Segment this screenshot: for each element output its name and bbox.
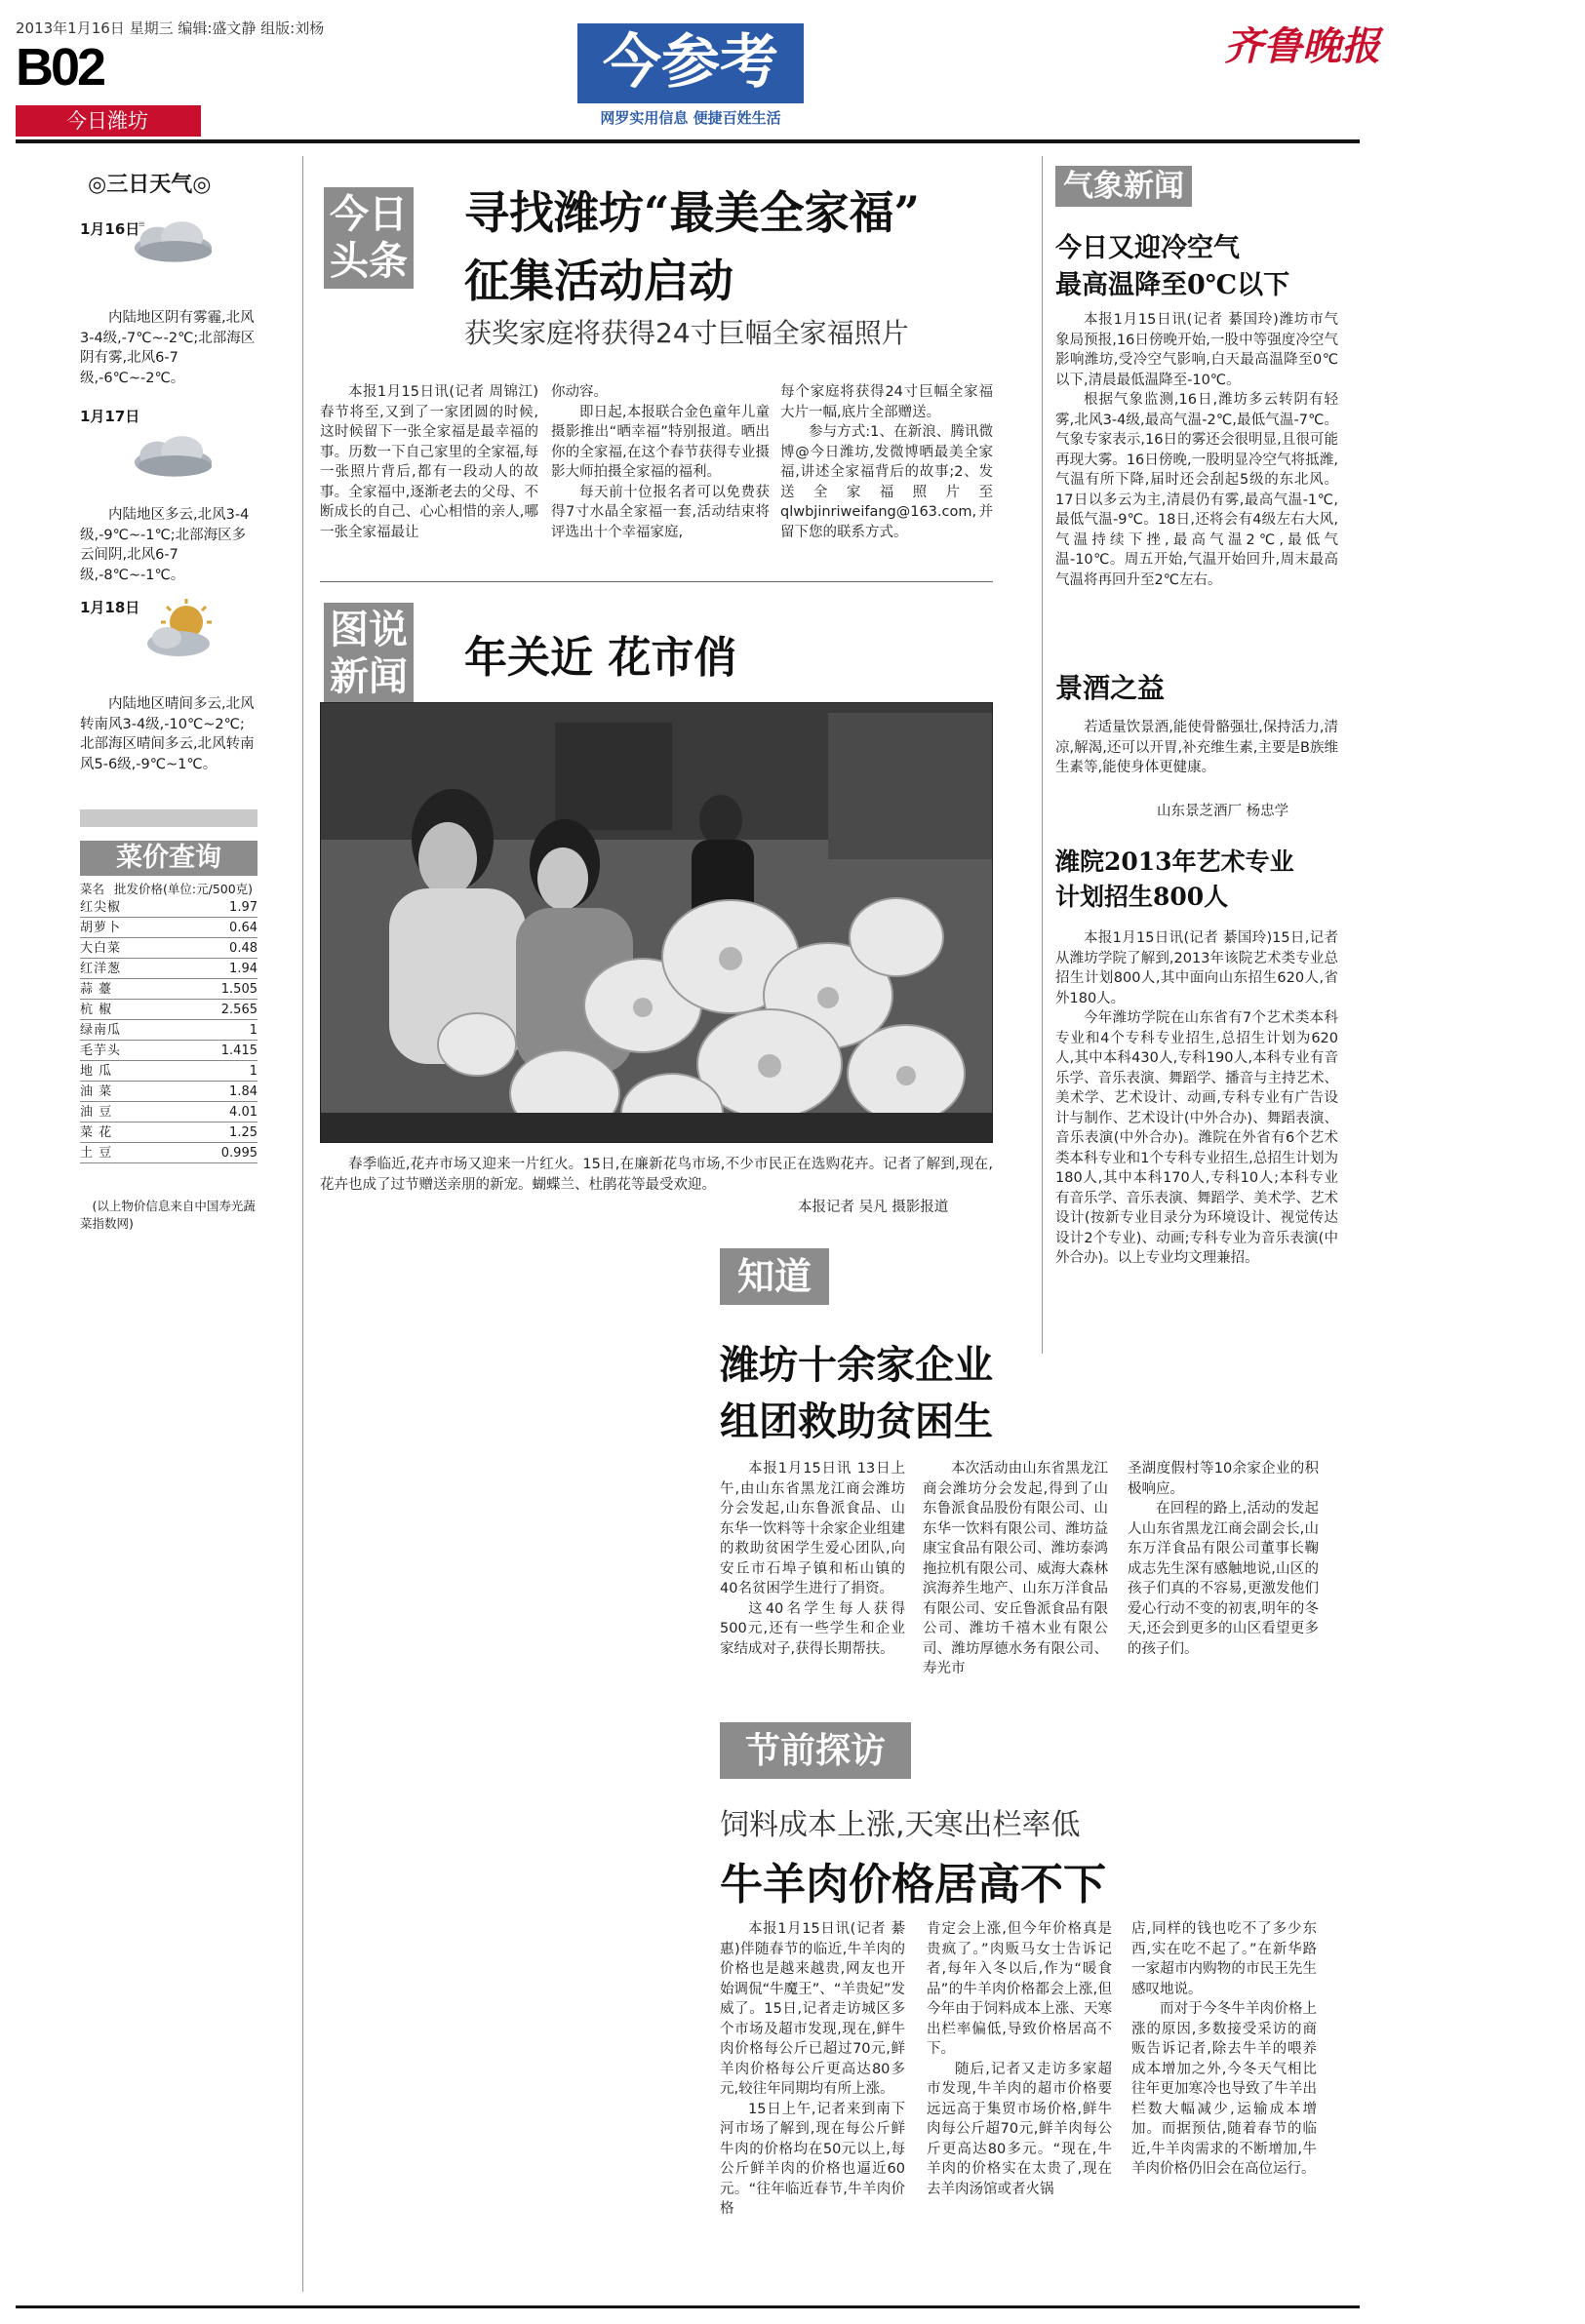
- price-row: [80, 1082, 258, 1102]
- holiday-column: [927, 1919, 1112, 2199]
- know-column: 本次活动由山东省黑龙江商会潍坊分会发起,得到了山东鲁派食品股份有限公司、山东华一饮料有限公司、潍坊益康宝食品有限公司、潍坊泰鸿拖拉机有限公司、威海大森林滨海养生地产、山东万洋食品有限公司、安丘鲁派食品有限公司、潍坊千禧木业有限公司、潍坊厚德水务有限公司、寿光市: [923, 1461, 1108, 1676]
- divider-bar: [80, 809, 258, 827]
- know-tag: 知道: [720, 1248, 829, 1305]
- art-body: [1055, 928, 1338, 1269]
- newspaper-logo: 齐鲁晚报: [1224, 23, 1380, 69]
- holiday-subtitle: 饲料成本上涨,天寒出栏率低: [720, 1808, 1081, 1842]
- know-title: 潍坊十余家企业: [720, 1342, 993, 1388]
- price-item-name: 菜 花: [80, 1125, 113, 1140]
- weather-date: 1月17日: [80, 408, 140, 425]
- photo-news-tag-line: 图说: [330, 607, 408, 652]
- lead-column: [551, 382, 770, 542]
- know-title: 组团救助贫困生: [720, 1398, 993, 1444]
- know-paragraph: 在回程的路上,活动的发起人山东省黑龙江商会副会长,山东万洋食品有限公司董事长鞠成志先生深有感触地说,山区的孩子们真的不容易,更激发他们爱心行动不变的初衷,明年的冬天,还会到更多的山区看望更多的孩子们。: [1128, 1501, 1319, 1657]
- price-item-value: 1.97: [229, 900, 258, 915]
- wine-title: 景酒之益: [1055, 672, 1166, 704]
- price-item-name: 绿南瓜: [80, 1023, 122, 1038]
- lead-column: 本报1月15日讯(记者 周锦江)春节将至,又到了一家团圆的时候,这时候留下一张全家福是最幸福的事。历数一下自己家里的全家福,每一张照片背后,都有一段动人的故事。全家福中,逐渐老去的父母、不断成长的自己、心心相惜的亲人,哪一张全家福最让: [320, 384, 538, 540]
- cloud-icon: [115, 215, 222, 271]
- weather-news-body: [1055, 310, 1338, 590]
- art-title: 潍院2013年艺术专业: [1055, 847, 1294, 876]
- lead-tag: [324, 187, 414, 289]
- lead-subtitle: 获奖家庭将获得24寸巨幅全家福照片: [464, 317, 909, 349]
- price-table-header: [80, 880, 285, 897]
- lead-paragraph: 你动容。: [551, 384, 608, 400]
- section-rule: [320, 581, 993, 582]
- lead-paragraph: 每天前十位报名者可以免费获得7寸水晶全家福一套,活动结束将评选出十个幸福家庭,: [551, 484, 770, 540]
- holiday-paragraph: 本报1月15日讯(记者 綦惠)伴随春节的临近,牛羊肉的价格也是越来越贵,网友也开始调侃“牛魔王”、“羊贵妃”发威了。15日,记者走访城区多个市场及超市发现,现在,鲜牛肉价格每公斤已超过70元,鲜羊肉价格每公斤更高达80多元,较往年同期均有所上涨。: [720, 1921, 905, 2097]
- svg-text:≡: ≡: [138, 219, 146, 230]
- price-item-name: 油 豆: [80, 1105, 113, 1120]
- price-row: [80, 979, 258, 1000]
- lead-paragraph: 即日起,本报联合金色童年儿童摄影推出“晒幸福”特别报道。晒出你的全家福,在这个春节获得专业摄影大师拍摄全家福的福利。: [551, 404, 770, 480]
- price-item-name: 土 豆: [80, 1146, 113, 1161]
- lead-paragraph: 参与方式:1、在新浪、腾讯微博@今日潍坊,发微博晒最美全家福,讲述全家福背后的故事;2、发送全家福照片至qlwbjinriweifang@163.com,并留下您的联系方式。: [780, 424, 993, 540]
- lead-tag-line: 今日: [330, 191, 408, 237]
- weather-desc: 内陆地区多云,北风3-4级,-9℃~-1℃;北部海区多云间阴,北风6-7级,-8℃~-1℃。: [80, 507, 250, 583]
- price-row: [80, 938, 258, 959]
- photo-news-tag: [324, 603, 414, 706]
- masthead-subtitle: 网罗实用信息 便捷百姓生活: [600, 109, 781, 127]
- holiday-paragraph: 肯定会上涨,但今年价格真是贵疯了。”肉贩马女士告诉记者,每年入冬以后,作为“暖食品”的牛羊肉价格都会上涨,但今年由于饲料成本上涨、天寒出栏率偏低,导致价格居高不下。: [927, 1921, 1112, 2057]
- know-column: [1128, 1459, 1319, 1659]
- holiday-column: [1131, 1919, 1317, 2180]
- column-rule: [1042, 156, 1043, 1354]
- holiday-paragraph: 随后,记者又走访多家超市发现,牛羊肉的超市价格要远远高于集贸市场价格,鲜牛肉每公斤超70元,鲜羊肉每公斤更高达80多元。“现在,牛羊肉的价格实在太贵了,现在去羊肉汤馆或者火锅: [927, 2061, 1112, 2197]
- flower-market-photo: [320, 702, 993, 1143]
- lead-title: 寻找潍坊“最美全家福”: [464, 186, 920, 239]
- price-item-value: 1: [249, 1064, 258, 1079]
- weather-news-paragraph: 本报1月15日讯(记者 綦国玲)潍坊市气象局预报,16日傍晚开始,一股中等强度冷空气影响潍坊,受冷空气影响,白天最高温降至0℃以下,清晨最低温降至-10℃。: [1055, 312, 1338, 388]
- price-row: [80, 1041, 258, 1061]
- top-rule: [16, 139, 1360, 143]
- lead-paragraph: 每个家庭将获得24寸巨幅全家福大片一幅,底片全部赠送。: [780, 384, 993, 420]
- art-paragraph: 本报1月15日讯(记者 綦国玲)15日,记者从潍坊学院了解到,2013年该院艺术类专业总招生计划800人,其中面向山东招生620人,省外180人。: [1055, 930, 1338, 1006]
- price-header-name: 菜名: [80, 882, 105, 896]
- price-row: [80, 1020, 258, 1041]
- weather-news-paragraph: 根据气象监测,16日,潍坊多云转阴有轻雾,北风3-4级,最高气温-2℃,最低气温-7℃。气象专家表示,16日的雾还会很明显,且很可能再现大雾。16日傍晚,一股明显冷空气将抵潍,气温有所下降,届时还会刮起5级的东北风。17日以多云为主,清晨仍有雾,最高气温-1℃,最低气温-9℃。18日,还将会有4级左右大风,气温持续下挫,最高气温2℃,最低气温-10℃。周五开始,气温开始回升,周末最高气温将再回升至2℃左右。: [1055, 392, 1338, 588]
- price-item-name: 大白菜: [80, 941, 122, 956]
- price-header-price: 批发价格(单位:元/500克): [114, 882, 254, 896]
- price-item-name: 胡萝卜: [80, 921, 122, 935]
- price-item-name: 毛芋头: [80, 1044, 122, 1058]
- price-item-value: 1.84: [229, 1084, 258, 1099]
- holiday-title: 牛羊肉价格居高不下: [720, 1860, 1106, 1910]
- weather-news-tag: 气象新闻: [1055, 166, 1192, 207]
- photo-caption: 春季临近,花卉市场又迎来一片红火。15日,在廉新花鸟市场,不少市民正在选购花卉。记者了解到,现在,花卉也成了过节赠送亲朋的新宠。蝴蝶兰、杜鹃花等最受欢迎。: [320, 1157, 993, 1193]
- wine-credit: 山东景芝酒厂 杨忠学: [1157, 804, 1289, 819]
- know-column: [720, 1459, 905, 1659]
- weather-news-title: 最高温降至0℃以下: [1055, 270, 1290, 300]
- lead-tag-line: 头条: [330, 238, 408, 284]
- lead-column: [780, 382, 993, 542]
- price-item-value: 0.995: [220, 1146, 258, 1161]
- header-meta: 2013年1月16日 星期三 编辑:盛文静 组版:刘杨: [16, 20, 325, 37]
- weather-date: 1月16日: [80, 220, 140, 238]
- holiday-tag: 节前探访: [720, 1722, 911, 1779]
- price-item-value: 1: [249, 1023, 258, 1038]
- price-row: [80, 1102, 258, 1123]
- page-number: B02: [16, 38, 104, 97]
- price-row: [80, 918, 258, 938]
- price-item-value: 1.25: [229, 1125, 258, 1140]
- know-paragraph: 本报1月15日讯 13日上午,由山东省黑龙江商会潍坊分会发起,山东鲁派食品、山东华一饮料等十余家企业组建的救助贫困学生爱心团队,向安丘市石埠子镇和柘山镇的40名贫困学生进行了捐资。: [720, 1461, 905, 1596]
- holiday-paragraph: 15日上午,记者来到南下河市场了解到,现在每公斤鲜牛肉的价格均在50元以上,每公斤鲜羊肉的价格也逼近60元。“往年临近春节,牛羊肉价格: [720, 2101, 905, 2217]
- art-title: 计划招生800人: [1055, 883, 1229, 911]
- holiday-paragraph: 店,同样的钱也吃不了多少东西,实在吃不起了。”在新华路一家超市内购物的市民王先生感叹地说。: [1131, 1921, 1317, 1997]
- art-paragraph: 今年潍坊学院在山东省有7个艺术类本科专业和4个专科专业招生,总招生计划为620人,其中本科430人,专科190人,本科专业有音乐学、音乐表演、舞蹈学、播音与主持艺术、美术学、艺术设计、动画,专科专业有广告设计与制作、艺术设计(中外合办)、舞蹈表演、音乐表演(中外合办)。潍院在外省有6个艺术类本科专业和1个专科专业招生,总招生计划为180人,其中本科170人,专科10人;本科专业有音乐学、音乐表演、舞蹈学、美术学、艺术设计(按新专业目录分为环境设计、视觉传达设计2个专业)、动画;专科专业为音乐表演(中外合办)。以上专业均文理兼招。: [1055, 1010, 1338, 1266]
- price-item-value: 4.01: [229, 1105, 258, 1120]
- weather-desc: 内陆地区晴间多云,北风转南风3-4级,-10℃~2℃;北部海区晴间多云,北风转南风5-6级,-9℃~1℃。: [80, 696, 255, 772]
- photo-credit: 本报记者 吴凡 摄影报道: [798, 1200, 949, 1215]
- masthead: 今参考: [577, 23, 804, 103]
- wine-body: 若适量饮景酒,能使骨骼强壮,保持活力,清凉,解渴,还可以开胃,补充维生素,主要是B族维生素等,能使身体更健康。: [1055, 720, 1338, 775]
- photo-news-title: 年关近 花市俏: [464, 633, 737, 683]
- holiday-column: [720, 1919, 905, 2220]
- know-paragraph: 这40名学生每人获得500元,还有一些学生和企业家结成对子,获得长期帮扶。: [720, 1600, 905, 1657]
- price-row: [80, 1123, 258, 1143]
- price-note: (以上物价信息来自中国寿光蔬菜指数网): [80, 1199, 256, 1231]
- price-item-name: 红尖椒: [80, 900, 122, 915]
- price-row: [80, 959, 258, 979]
- sun-cloud-icon: [141, 597, 219, 667]
- weather-news-title: 今日又迎冷空气: [1055, 233, 1240, 263]
- price-item-value: 1.415: [220, 1044, 258, 1058]
- photo-news-tag-line: 新闻: [330, 653, 408, 699]
- column-rule: [302, 156, 303, 2292]
- price-item-value: 0.48: [229, 941, 258, 956]
- price-row: [80, 897, 258, 918]
- price-item-name: 杭 椒: [80, 1003, 113, 1017]
- price-item-value: 1.505: [220, 982, 258, 997]
- cloud-icon: [115, 429, 222, 486]
- price-row: [80, 1061, 258, 1082]
- price-item-value: 2.565: [220, 1003, 258, 1017]
- price-item-name: 地 瓜: [80, 1064, 113, 1079]
- price-section-title: 菜价查询: [80, 841, 258, 876]
- holiday-paragraph: 而对于今冬牛羊肉价格上涨的原因,多数接受采访的商贩告诉记者,除去牛羊的喂养成本增加之外,今冬天气相比往年更加寒冷也导致了牛羊出栏数大幅减少,运输成本增加。而据预估,随着春节的临近,牛羊肉需求的不断增加,牛羊肉价格仍旧会在高位运行。: [1131, 2001, 1317, 2177]
- price-item-value: 0.64: [229, 921, 258, 935]
- bottom-rule: [16, 2305, 1360, 2308]
- know-paragraph: 圣湖度假村等10余家企业的积极响应。: [1128, 1461, 1319, 1497]
- weather-title: ◎三日天气◎: [88, 173, 212, 197]
- price-item-name: 红洋葱: [80, 962, 122, 976]
- price-table: [80, 897, 258, 1163]
- price-row: [80, 1000, 258, 1020]
- lead-title: 征集活动启动: [464, 255, 733, 307]
- weather-desc: 内陆地区阴有雾霾,北风3-4级,-7℃~-2℃;北部海区阴有雾,北风6-7级,-6℃~-2℃。: [80, 310, 256, 386]
- section-label: 今日潍坊: [16, 105, 201, 137]
- price-item-name: 油 菜: [80, 1084, 113, 1099]
- weather-date: 1月18日: [80, 599, 140, 616]
- price-row: [80, 1143, 258, 1163]
- price-item-value: 1.94: [229, 962, 258, 976]
- price-item-name: 蒜 薹: [80, 982, 113, 997]
